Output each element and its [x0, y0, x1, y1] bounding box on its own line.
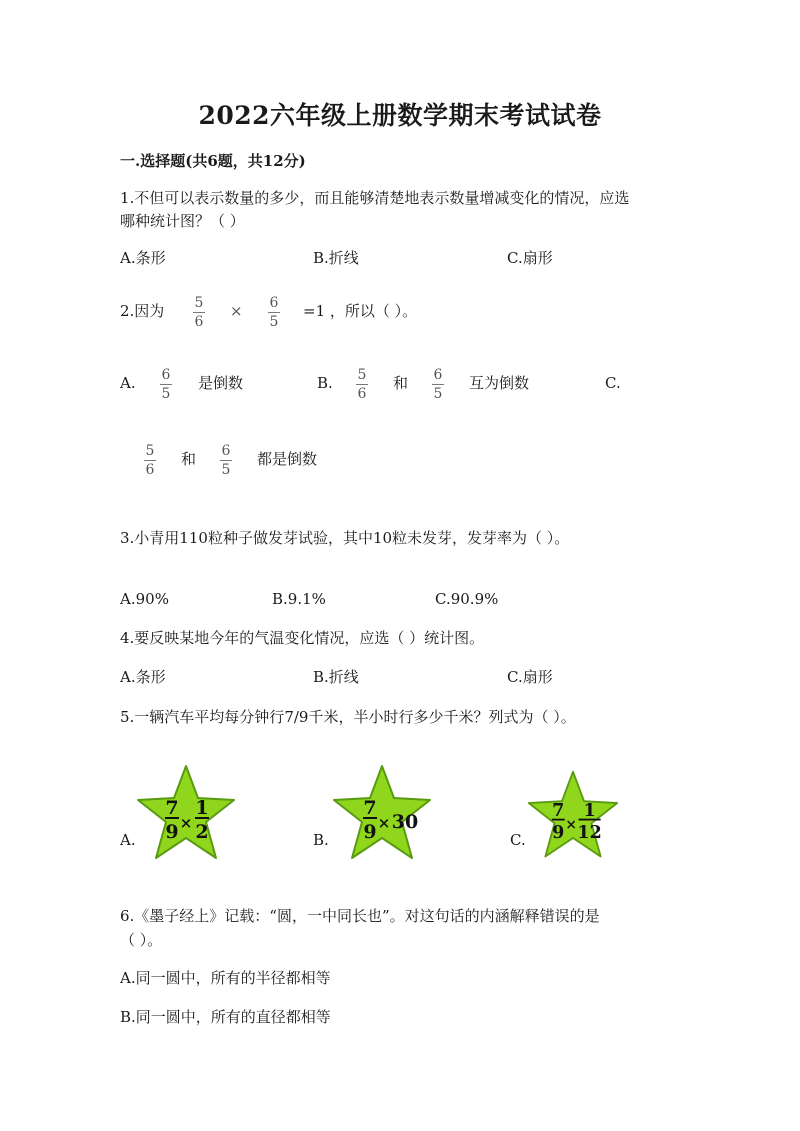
q3-option-b: B.9.1% [272, 590, 326, 608]
q2-option-b-fraction-2 [432, 367, 444, 402]
q2-optB1-num: 5 [357, 367, 367, 383]
q5a-den: 9 [165, 821, 179, 843]
q5-option-c-star [525, 768, 621, 866]
q3-text: 3.小青用110粒种子做发芽试验，其中10粒未发芽，发芽率为（ ）。 [120, 529, 570, 547]
q1-text-line1: 1.不但可以表示数量的多少，而且能够清楚地表示数量增减变化的情况，应选 [120, 189, 630, 207]
q2-optB2-den: 5 [433, 386, 443, 402]
q5a-num: 7 [165, 797, 179, 819]
q5b-rest: 30 [391, 811, 419, 833]
q2-option-a-label: A. [120, 374, 136, 392]
q5c-num: 7 [552, 800, 565, 821]
q2-option-c-fraction-2 [220, 443, 232, 478]
q6-text-line2: （ ）。 [120, 931, 163, 949]
section-heading: 一.选择题(共6题，共12分) [120, 152, 306, 170]
q2-option-a-fraction [160, 367, 172, 402]
q1-option-a: A.条形 [120, 249, 166, 267]
page-title: 2022六年级上册数学期末考试试卷 [198, 101, 602, 130]
q2-optB2-num: 6 [433, 367, 443, 383]
q2-option-b-label: B. [317, 374, 333, 392]
q2-frac2-num: 6 [269, 295, 279, 311]
star-icon [330, 762, 434, 864]
q2-fraction-1 [193, 295, 205, 330]
q5c-den: 9 [552, 823, 565, 844]
q2-option-a-text: 是倒数 [198, 374, 244, 392]
q2-optC2-den: 5 [221, 462, 231, 478]
q2-optA-den: 5 [161, 386, 171, 402]
q5b-num: 7 [363, 797, 377, 819]
q6-option-b: B.同一圆中，所有的直径都相等 [120, 1008, 331, 1026]
q5a-num2: 1 [195, 797, 209, 819]
q5a-op: × [179, 814, 193, 832]
q2-option-b-and: 和 [393, 374, 409, 392]
q2-optC1-num: 5 [145, 443, 155, 459]
q5-option-b-star [330, 762, 434, 868]
q2-optA-num: 6 [161, 367, 171, 383]
q2-suffix: =1 ，所以（ ）。 [303, 302, 418, 320]
q2-times: × [230, 302, 243, 320]
q5c-den2: 12 [577, 823, 602, 844]
q2-option-c-text: 都是倒数 [257, 450, 318, 468]
q1-option-b: B.折线 [313, 249, 359, 267]
q2-frac1-den: 6 [194, 314, 204, 330]
q5b-op: × [377, 814, 391, 832]
q4-text: 4.要反映某地今年的气温变化情况，应选（ ）统计图。 [120, 629, 485, 647]
q6-text-line1: 6.《墨子经上》记载：“圆，一中同长也”。对这句话的内涵解释错误的是 [120, 907, 600, 925]
q5-option-b-label: B. [313, 831, 329, 849]
q2-option-c-and: 和 [181, 450, 197, 468]
star-icon [525, 768, 621, 862]
q2-optC2-num: 6 [221, 443, 231, 459]
q2-option-c-label: C. [605, 374, 621, 392]
q3-option-c: C.90.9% [435, 590, 499, 608]
q6-option-a: A.同一圆中，所有的半径都相等 [120, 969, 331, 987]
q5a-den2: 2 [195, 821, 209, 843]
q2-frac2-den: 5 [269, 314, 279, 330]
q1-text-line2: 哪种统计图？（ ） [120, 212, 245, 230]
q5-option-c-label: C. [510, 831, 526, 849]
q4-option-a: A.条形 [120, 668, 166, 686]
q2-fraction-2 [268, 295, 280, 330]
q1-option-c: C.扇形 [507, 249, 553, 267]
q5c-num2: 1 [583, 800, 596, 821]
q5-option-a-label: A. [120, 831, 136, 849]
q5b-den: 9 [363, 821, 377, 843]
q3-option-a: A.90% [120, 590, 169, 608]
q5c-op: × [565, 816, 577, 833]
q4-option-c: C.扇形 [507, 668, 553, 686]
q2-prefix: 2.因为 [120, 302, 165, 320]
q2-frac1-num: 5 [194, 295, 204, 311]
q2-optB1-den: 6 [357, 386, 367, 402]
q2-option-b-text: 互为倒数 [469, 374, 530, 392]
q5-text: 5.一辆汽车平均每分钟行7/9千米，半小时行多少千米？列式为（ ）。 [120, 708, 576, 726]
q5-option-a-star [134, 762, 238, 868]
q4-option-b: B.折线 [313, 668, 359, 686]
q2-optC1-den: 6 [145, 462, 155, 478]
star-icon [134, 762, 238, 864]
q2-option-b-fraction-1 [356, 367, 368, 402]
q2-option-c-fraction-1 [144, 443, 156, 478]
